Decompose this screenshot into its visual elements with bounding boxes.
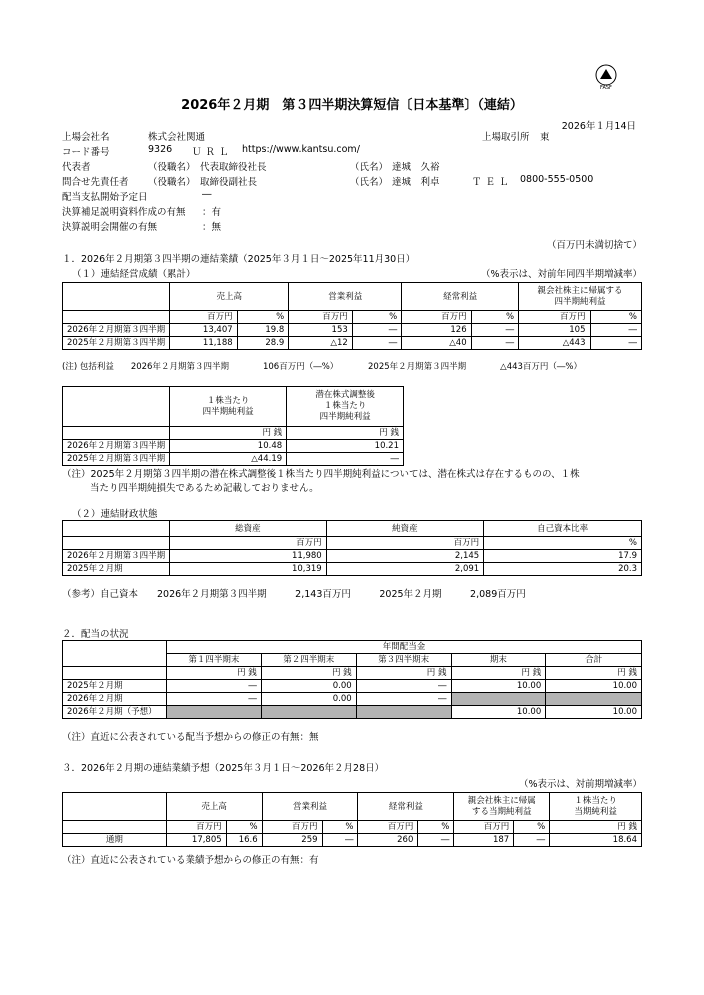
row-label: 2026年２月期 bbox=[63, 693, 167, 706]
cell: ― bbox=[166, 693, 261, 706]
report-date: 2026年１月14日 bbox=[561, 121, 636, 132]
row-label: 2025年２月期第３四半期 bbox=[63, 453, 170, 466]
unit-cell: 円 銭 bbox=[170, 427, 287, 440]
div-header: 第３四半期末 bbox=[356, 654, 451, 667]
div-header: 期末 bbox=[451, 654, 546, 667]
table-row bbox=[63, 693, 642, 706]
cell: 10.00 bbox=[451, 680, 546, 693]
cell: 10,319 bbox=[170, 563, 327, 576]
unit-cell: 円 銭 bbox=[261, 667, 356, 680]
shaded-cell bbox=[451, 693, 546, 706]
fasf-logo bbox=[593, 64, 619, 90]
code-label: コード番号 bbox=[62, 147, 110, 158]
cell: 0.00 bbox=[261, 680, 356, 693]
forecast-header: １株当たり 当期純利益 bbox=[550, 793, 642, 821]
dividend-table bbox=[62, 640, 642, 719]
tel: 0800-555-0500 bbox=[520, 174, 594, 185]
forecast-corner bbox=[63, 793, 167, 821]
unit-cell: 円 銭 bbox=[166, 667, 261, 680]
unit-cell: % bbox=[418, 821, 454, 834]
company-name-label: 上場会社名 bbox=[62, 132, 110, 143]
comprehensive-income-note: (注) 包括利益 2026年２月期第３四半期 106百万円（―%） 2025年２月期第３四半期 △443百万円（―%） bbox=[62, 362, 582, 372]
div-header: 第２四半期末 bbox=[261, 654, 356, 667]
cell: 11,188 bbox=[170, 337, 238, 350]
shaded-cell bbox=[546, 693, 642, 706]
results-corner bbox=[63, 283, 170, 311]
meeting-label: 決算説明会開催の有無 bbox=[62, 222, 158, 233]
div-header: 第１四半期末 bbox=[166, 654, 261, 667]
cell: △12 bbox=[289, 337, 353, 350]
rep-role: 代表取締役社長 bbox=[200, 162, 267, 173]
unit-cell: 百万円 bbox=[402, 311, 471, 324]
forecast-note: （注）直近に公表されている業績予想からの修正の有無：有 bbox=[62, 855, 319, 866]
cell: ― bbox=[352, 324, 401, 337]
cell: 28.9 bbox=[237, 337, 289, 350]
table-row bbox=[63, 440, 404, 453]
cell: 2,091 bbox=[326, 563, 483, 576]
row-label: 2025年２月期第３四半期 bbox=[63, 337, 170, 350]
eps-table bbox=[62, 386, 404, 466]
unit-cell: % bbox=[514, 821, 550, 834]
table-row bbox=[63, 563, 642, 576]
unit-cell: 百万円 bbox=[454, 821, 514, 834]
cell: ― bbox=[471, 337, 519, 350]
row-label: 2026年２月期第３四半期 bbox=[63, 550, 170, 563]
contact-role-label: （役職名） bbox=[148, 177, 196, 188]
eps-note-line1: （注）2025年２月期第３四半期の潜在株式調整後１株当たり四半期純利益については、潜在株式は存在するものの、１株 bbox=[62, 469, 580, 480]
table-row bbox=[63, 324, 642, 337]
meeting-value: ：無 bbox=[202, 222, 222, 233]
unit-cell: 百万円 bbox=[326, 537, 483, 550]
svg-text:FASF: FASF bbox=[600, 85, 612, 90]
cell: △40 bbox=[402, 337, 471, 350]
cell: ― bbox=[514, 834, 550, 847]
section3-note-top: （%表示は、対前期増減率） bbox=[518, 779, 642, 790]
cell: ― bbox=[590, 324, 642, 337]
cell: 10.21 bbox=[287, 440, 404, 453]
results-header: 売上高 bbox=[170, 283, 289, 311]
section3-title: ３．2026年２月期の連結業績予想（2025年３月１日～2026年２月28日） bbox=[62, 763, 385, 774]
unit-cell: % bbox=[590, 311, 642, 324]
company-info bbox=[62, 129, 642, 233]
section1-title: １．2026年２月期第３四半期の連結業績（2025年３月１日～2025年11月30日） bbox=[62, 254, 416, 265]
contact-name: 達城 利卓 bbox=[392, 177, 440, 188]
unit-cell: % bbox=[352, 311, 401, 324]
table-row bbox=[63, 550, 642, 563]
cell: 0.00 bbox=[261, 693, 356, 706]
cell: 10.00 bbox=[546, 680, 642, 693]
results-header: 経常利益 bbox=[402, 283, 519, 311]
cell: 11,980 bbox=[170, 550, 327, 563]
cell: 10.00 bbox=[546, 706, 642, 719]
cell: 10.00 bbox=[451, 706, 546, 719]
section1-sub2: （２）連結財政状態 bbox=[72, 509, 158, 520]
forecast-header: 親会社株主に帰属 する当期純利益 bbox=[454, 793, 550, 821]
results-table bbox=[62, 282, 642, 350]
cell: 16.6 bbox=[226, 834, 262, 847]
div-header: 合計 bbox=[546, 654, 642, 667]
cell: 13,407 bbox=[170, 324, 238, 337]
dividend-date: ― bbox=[202, 189, 212, 200]
company-name: 株式会社関通 bbox=[148, 132, 206, 143]
cell: ― bbox=[471, 324, 519, 337]
unit-cell: % bbox=[226, 821, 262, 834]
eps-corner bbox=[63, 387, 170, 427]
cell: ― bbox=[356, 680, 451, 693]
page-title: 2026年２月期 第３四半期決算短信〔日本基準〕（連結） bbox=[181, 98, 523, 113]
unit-cell: 百万円 bbox=[358, 821, 418, 834]
url-label: ＵＲＬ bbox=[192, 147, 233, 158]
row-label: 2026年２月期第３四半期 bbox=[63, 440, 170, 453]
company-code: 9326 bbox=[148, 144, 173, 155]
unit-note: （百万円未満切捨て） bbox=[546, 240, 642, 251]
cell: 153 bbox=[289, 324, 353, 337]
rep-role-label: （役職名） bbox=[148, 162, 196, 173]
cell: ― bbox=[166, 680, 261, 693]
supp-label: 決算補足説明資料作成の有無 bbox=[62, 207, 186, 218]
cell: 10.48 bbox=[170, 440, 287, 453]
contact-role: 取締役副社長 bbox=[200, 177, 258, 188]
dividend-date-label: 配当支払開始予定日 bbox=[62, 192, 148, 203]
unit-cell: 円 銭 bbox=[550, 821, 642, 834]
cell: 19.8 bbox=[237, 324, 289, 337]
cell: 259 bbox=[262, 834, 322, 847]
div-corner bbox=[63, 641, 167, 667]
rep-label: 代表者 bbox=[62, 162, 91, 173]
cell: ― bbox=[590, 337, 642, 350]
cell: △44.19 bbox=[170, 453, 287, 466]
row-label: 2026年２月期（予想） bbox=[63, 706, 167, 719]
forecast-header: 経常利益 bbox=[358, 793, 454, 821]
forecast-header: 営業利益 bbox=[262, 793, 358, 821]
dividend-note: （注）直近に公表されている配当予想からの修正の有無：無 bbox=[62, 732, 319, 743]
fin-header: 自己資本比率 bbox=[484, 521, 642, 537]
eps-note-line2: 当たり四半期純損失であるため記載しておりません。 bbox=[90, 483, 319, 494]
financial-position-table bbox=[62, 520, 642, 576]
unit-cell: 円 銭 bbox=[546, 667, 642, 680]
contact-name-label: （氏名） bbox=[350, 177, 389, 188]
cell: 2,145 bbox=[326, 550, 483, 563]
cell: ― bbox=[352, 337, 401, 350]
cell: ― bbox=[418, 834, 454, 847]
dividend-group-header: 年間配当金 bbox=[166, 641, 641, 654]
shaded-cell bbox=[166, 706, 261, 719]
results-header: 親会社株主に帰属する 四半期純利益 bbox=[519, 283, 642, 311]
row-label: 2025年２月期 bbox=[63, 680, 167, 693]
exchange-label: 上場取引所 bbox=[482, 132, 530, 143]
eps-header: 潜在株式調整後 １株当たり 四半期純利益 bbox=[287, 387, 404, 427]
cell: 18.64 bbox=[550, 834, 642, 847]
cell: △443 bbox=[519, 337, 590, 350]
table-row bbox=[63, 706, 642, 719]
unit-cell: 円 銭 bbox=[287, 427, 404, 440]
row-label: 2026年２月期第３四半期 bbox=[63, 324, 170, 337]
contact-label: 問合せ先責任者 bbox=[62, 177, 129, 188]
results-header: 営業利益 bbox=[289, 283, 402, 311]
shaded-cell bbox=[356, 706, 451, 719]
cell: 20.3 bbox=[484, 563, 642, 576]
table-row bbox=[63, 337, 642, 350]
unit-cell: 百万円 bbox=[262, 821, 322, 834]
table-row bbox=[63, 680, 642, 693]
supp-value: ：有 bbox=[202, 207, 222, 218]
unit-cell: % bbox=[484, 537, 642, 550]
row-label: 通期 bbox=[63, 834, 167, 847]
table-row bbox=[63, 453, 404, 466]
rep-name: 達城 久裕 bbox=[392, 162, 440, 173]
unit-cell: 円 銭 bbox=[356, 667, 451, 680]
cell: 260 bbox=[358, 834, 418, 847]
fin-corner bbox=[63, 521, 170, 537]
cell: 105 bbox=[519, 324, 590, 337]
company-url[interactable]: https://www.kantsu.com/ bbox=[242, 144, 360, 155]
row-label: 2025年２月期 bbox=[63, 563, 170, 576]
cell: 126 bbox=[402, 324, 471, 337]
forecast-table bbox=[62, 792, 642, 847]
unit-cell: % bbox=[322, 821, 358, 834]
equity-reference-note: （参考）自己資本 2026年２月期第３四半期 2,143百万円 2025年２月期 2,089百万円 bbox=[62, 589, 526, 600]
shaded-cell bbox=[261, 706, 356, 719]
exchange: 東 bbox=[540, 132, 550, 143]
section2-title: ２．配当の状況 bbox=[62, 629, 129, 640]
unit-cell: 百万円 bbox=[170, 311, 238, 324]
unit-cell: 百万円 bbox=[289, 311, 353, 324]
eps-header: １株当たり 四半期純利益 bbox=[170, 387, 287, 427]
cell: 17,805 bbox=[166, 834, 226, 847]
unit-cell: 百万円 bbox=[170, 537, 327, 550]
unit-cell: % bbox=[237, 311, 289, 324]
section1-sub1: （１）連結経営成績（累計） bbox=[72, 269, 196, 280]
fin-header: 純資産 bbox=[326, 521, 483, 537]
fin-header: 総資産 bbox=[170, 521, 327, 537]
cell: ― bbox=[322, 834, 358, 847]
forecast-header: 売上高 bbox=[166, 793, 262, 821]
table-row bbox=[63, 834, 642, 847]
cell: ― bbox=[356, 693, 451, 706]
cell: 187 bbox=[454, 834, 514, 847]
tel-label: ＴＥＬ bbox=[472, 177, 513, 188]
cell: 17.9 bbox=[484, 550, 642, 563]
unit-cell: 円 銭 bbox=[451, 667, 546, 680]
cell: ― bbox=[287, 453, 404, 466]
unit-cell: % bbox=[471, 311, 519, 324]
unit-cell: 百万円 bbox=[519, 311, 590, 324]
section1-sub1-note: （%表示は、対前年同四半期増減率） bbox=[480, 269, 642, 280]
unit-cell: 百万円 bbox=[166, 821, 226, 834]
rep-name-label: （氏名） bbox=[350, 162, 389, 173]
